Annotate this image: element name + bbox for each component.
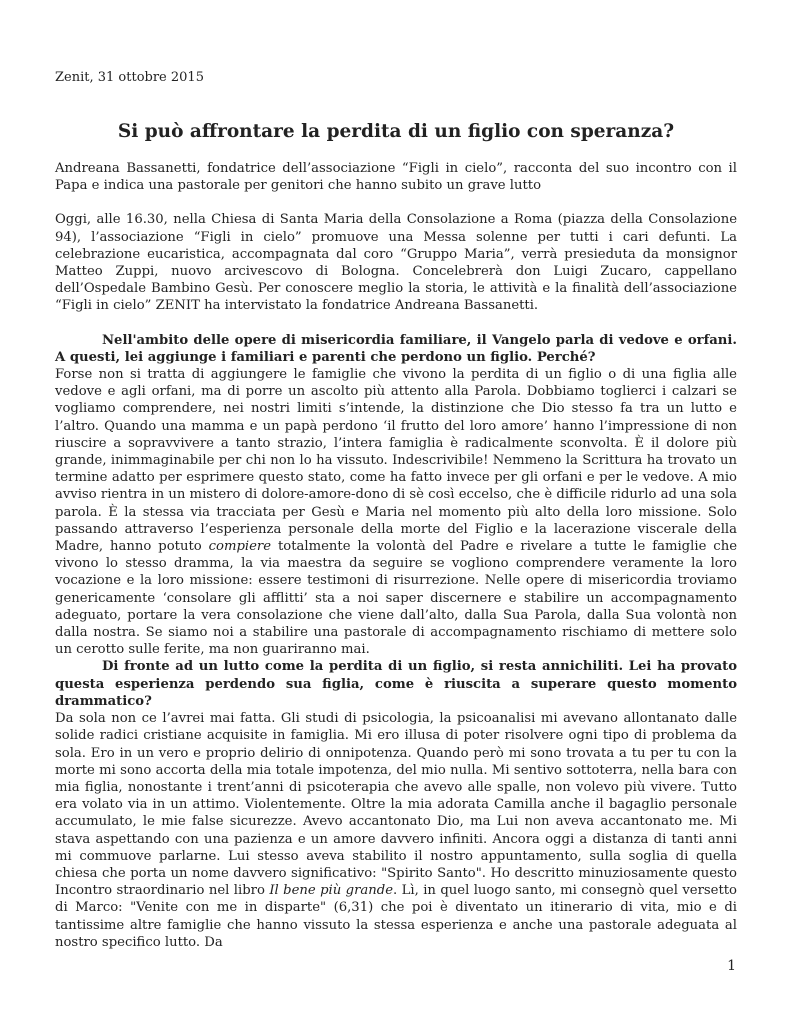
- answer-1-italic: compiere: [208, 539, 272, 555]
- answer-2-text-a: Da sola non ce l’avrei mai fatta. Gli studi di psicologia, la psicoanalisi mi avevano allontanato dalle solide radici cristiane acquisite in famiglia. Mi ero illusa di poter risolvere ogni tipo di problema da sola. Ero in un vero e proprio delirio di onnipotenza. Quando però mi sono trovata a tu per tu con la morte mi sono accorta della mia totale impotenza, del mio nulla. Mi sentivo sottoterra, nella bara con mia figlia, nonostante i trent’anni di psicoterapia che avevo alle spalle, non volevo più vivere. Tutto era volato via in un attimo. Violentemente. Oltre la mia adorata Camilla anche il bagaglio personale accumulato, le mie false sicurezze. Avevo accantonato Dio, ma Lui non aveva accantonato me. Mi stava aspettando con una pazienza e un amore davvero infiniti. Ancora oggi a distanza di tanti anni mi commuove parlarne. Lui stesso aveva stabilito il nostro appuntamento, sulla soglia di quella chiesa che porta un nome davvero significativo: "Spirito Santo". Ho descritto minuziosamente questo Incontro straordinario nel libro: [55, 711, 737, 899]
- intro-paragraph: Oggi, alle 16.30, nella Chiesa di Santa Maria della Consolazione a Roma (piazza della Consolazione 94), l’associazione “Figli in cielo” promuove una Messa solenne per tutti i cari defunti. La celebrazione eucaristica, accompagnata dal coro “Gruppo Maria”, verrà presieduta da monsignor Matteo Zuppi, nuovo arcivescovo di Bologna. Concelebrerà don Luigi Zucaro, cappellano dell’Ospedale Bambino Gesù. Per conoscere meglio la storia, le attività e la finalità dell’associazione “Figli in cielo” ZENIT ha intervistato la fondatrice Andreana Bassanetti.: [55, 212, 737, 314]
- question-1: Nell'ambito delle opere di misericordia familiare, il Vangelo parla di vedove e orfani. A questi, lei aggiunge i familiari e parenti che perdono un figlio. Perché?: [55, 332, 737, 365]
- page-number: 1: [727, 958, 736, 974]
- answer-1-text-b: totalmente la volontà del Padre e rivelare a tutte le famiglie che vivono lo stesso dramma, la via maestra da seguire se vogliono comprendere veramente la loro vocazione e la loro missione: essere testimoni di risurrezione. Nelle opere di misericordia troviamo genericamente ‘consolare gli afflitti’ sta a noi saper discernere e stabilire un accompagnamento adeguato, portare la vera consolazione che viene dall’alto, dalla Sua Parola, dalla Sua volontà non dalla nostra. Se siamo noi a stabilire una pastorale di accompagnamento rischiamo di mettere solo un cerotto sulle ferite, ma non guariranno mai.: [55, 539, 737, 658]
- article-title: Si può affrontare la perdita di un figlio con speranza?: [117, 121, 675, 142]
- answer-2-text-b: . Lì, in quel luogo santo, mi consegnò quel versetto di Marco: "Venite con me in disparte" (6,31) che poi è diventato un itinerario di vita, mio e di tantissime altre famiglie che hanno vissuto la stessa esperienza e anche una pastorale adeguata al nostro specifico lutto. Da: [55, 883, 737, 950]
- dateline: Zenit, 31 ottobre 2015: [55, 70, 204, 85]
- answer-1-text-a: Forse non si tratta di aggiungere le famiglie che vivono la perdita di un figlio o di una figlia alle vedove e agli orfani, ma di porre un ascolto più attento alla Parola. Dobbiamo toglierci i calzari se vogliamo comprendere, nei nostri limiti s’intende, la distinzione che Dio stesso fa tra un lutto e l’altro. Quando una mamma e un papà perdono ‘il frutto del loro amore’ hanno l’impressione di non riuscire a sopravvivere a tanto strazio, l’intera famiglia è radicalmente sconvolta. È il dolore più grande, inimmaginabile per chi non lo ha vissuto. Indescrivibile! Nemmeno la Scrittura ha trovato un termine adatto per esprimere questo stato, come ha fatto invece per gli orfani e per le vedove. A mio avviso rientra in un mistero di dolore-amore-dono di sè così eccelso, che è difficile ridurlo ad una sola parola. È la stessa via tracciata per Gesù e Maria nel momento più alto della loro missione. Solo passando attraverso l’esperienza personale della morte del Figlio e la lacerazione viscerale della Madre, hanno potuto: [55, 367, 737, 555]
- answer-2-italic: Il bene più grande: [269, 883, 394, 899]
- answer-1: [55, 366, 737, 658]
- question-2: Di fronte ad un lutto come la perdita di un figlio, si resta annichiliti. Lei ha provato questa esperienza perdendo sua figlia, come è riuscita a superare questo momento drammatico?: [55, 659, 737, 709]
- lead-paragraph: Andreana Bassanetti, fondatrice dell’associazione “Figli in cielo”, racconta del suo incontro con il Papa e indica una pastorale per genitori che hanno subito un grave lutto: [55, 161, 737, 194]
- article-body: [55, 160, 737, 951]
- answer-2: [55, 710, 737, 951]
